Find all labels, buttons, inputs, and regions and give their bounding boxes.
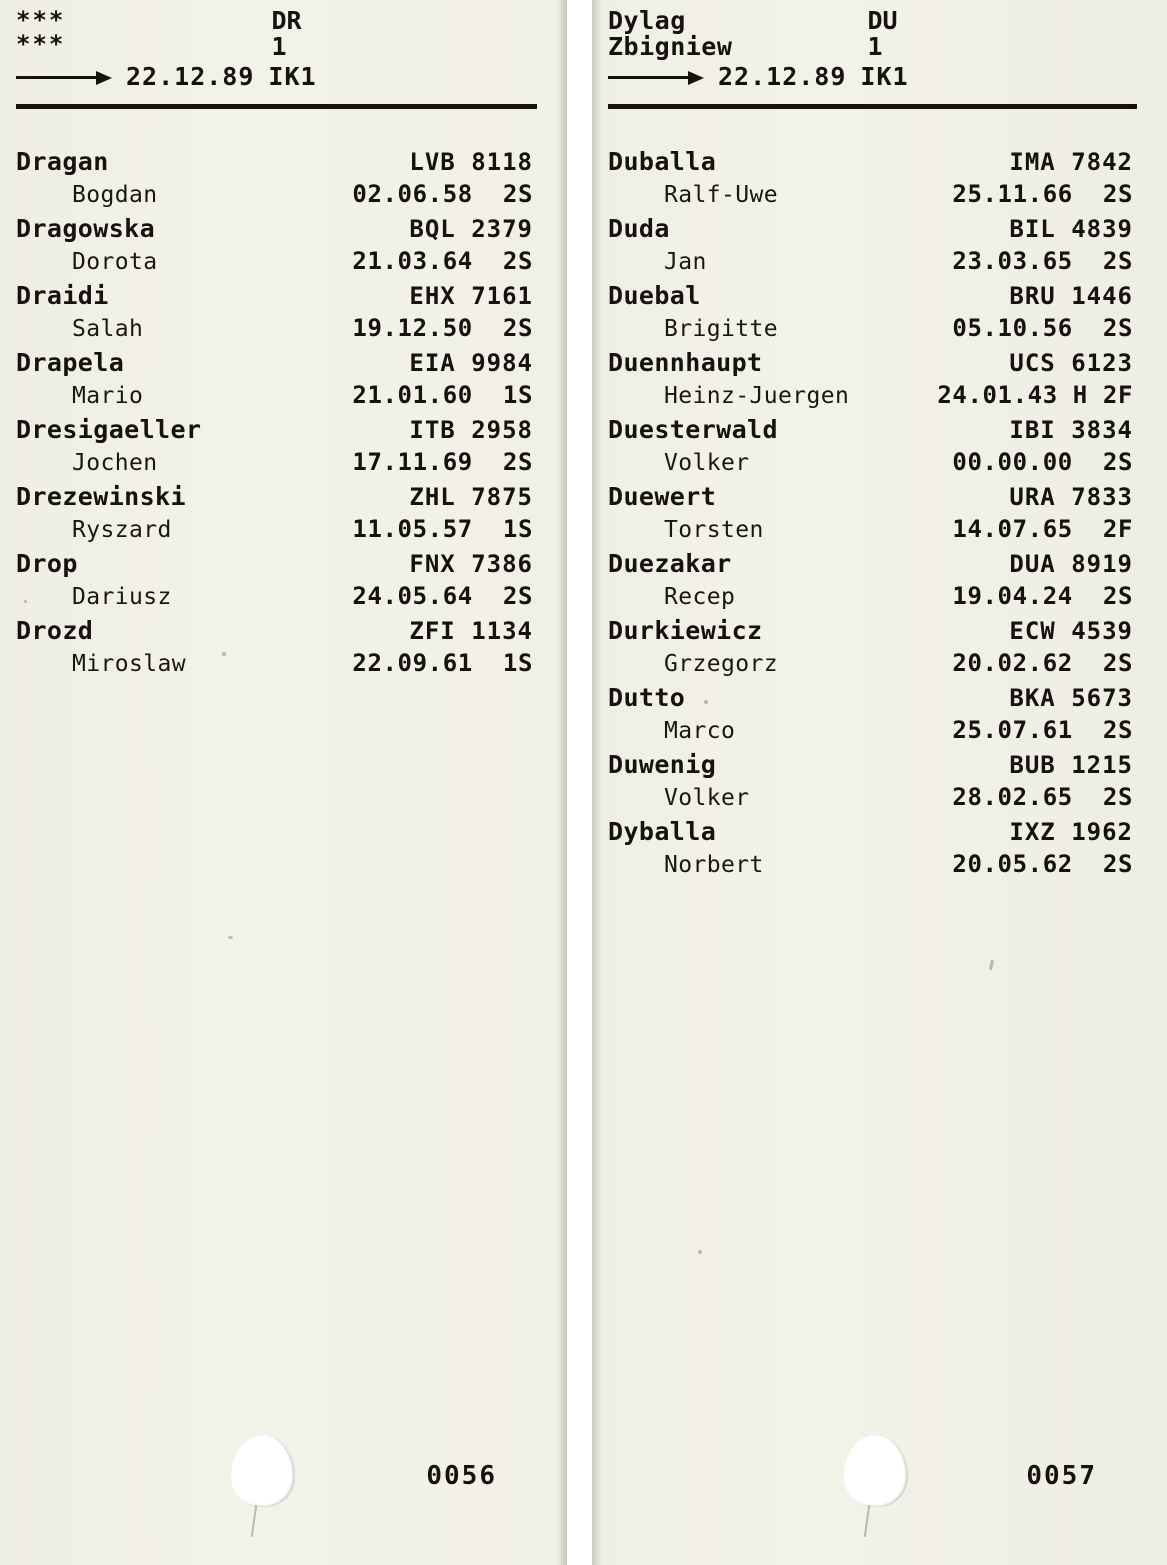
header-date: 22.12.89 [718,62,847,91]
entry-given-name: Ryszard [72,517,172,543]
list-item [592,683,1167,746]
paper-speck [24,600,27,603]
entry-detail: 24.01.43 H 2F [937,381,1133,409]
entry-surname: Drapela [16,348,125,377]
entry-code: IXZ 1962 [1009,818,1133,846]
entry-code: IMA 7842 [1009,148,1133,176]
page-gap [567,0,592,1565]
entry-code: EIA 9984 [409,349,533,377]
entry-given-name: Torsten [664,517,764,543]
entry-surname: Duebal [608,281,701,310]
header-reference: IK1 [268,62,317,91]
entry-given-name: Miroslaw [72,651,186,677]
header-section-number: 1 [271,32,287,61]
list-item [592,750,1167,813]
entry-list-right [592,109,1167,880]
entry-detail: 21.01.60 1S [352,381,533,409]
entry-surname: Durkiewicz [608,616,763,645]
header-left-block [16,8,251,56]
entry-code: BRU 1446 [1009,282,1133,310]
entry-detail: 05.10.56 2S [952,314,1133,342]
entry-surname: Duezakar [608,549,732,578]
entry-detail: 22.09.61 1S [352,649,533,677]
entry-given-name: Salah [72,316,144,342]
entry-detail: 19.04.24 2S [952,582,1133,610]
entry-code: EHX 7161 [409,282,533,310]
header-center-block [847,8,897,60]
entry-given-name: Recep [664,584,736,610]
list-item [0,281,567,344]
entry-surname: Duwenig [608,750,717,779]
entry-given-name: Mario [72,383,144,409]
entry-surname: Draidi [16,281,109,310]
entry-code: IBI 3834 [1009,416,1133,444]
header-section-code: DR [271,6,302,35]
header-section-number: 1 [867,32,883,61]
entry-detail: 00.00.00 2S [952,448,1133,476]
entry-detail: 11.05.57 1S [352,515,533,543]
entry-code: LVB 8118 [409,148,533,176]
list-item [0,147,567,210]
entry-given-name: Volker [664,785,750,811]
entry-given-name: Grzegorz [664,651,778,677]
page-footer-left [0,1461,567,1491]
entry-given-name: Brigitte [664,316,778,342]
entry-surname: Dragan [16,147,109,176]
entry-given-name: Jan [664,249,707,275]
entry-given-name: Ralf-Uwe [664,182,778,208]
list-item [592,147,1167,210]
entry-detail: 23.03.65 2S [952,247,1133,275]
entry-detail: 24.05.64 2S [352,582,533,610]
header-left-line2: *** [16,30,66,58]
header-arrow-row [608,62,1137,91]
paper-speck [989,960,994,970]
list-item [0,482,567,545]
entry-list-left [0,109,567,679]
list-item [0,415,567,478]
header-date: 22.12.89 [126,62,255,91]
document-page-left [0,0,567,1565]
header-left-line2: Zbigniew [608,32,733,61]
entry-detail: 21.03.64 2S [352,247,533,275]
entry-code: DUA 8919 [1009,550,1133,578]
entry-given-name: Marco [664,718,736,744]
entry-detail: 28.02.65 2S [952,783,1133,811]
header-reference: IK1 [860,62,909,91]
entry-given-name: Heinz-Juergen [664,383,850,409]
header-left-line1: Dylag [608,6,686,35]
entry-detail: 20.05.62 2S [952,850,1133,878]
right-arrow-icon [16,70,112,84]
document-page-right [592,0,1167,1565]
header-left-block [608,8,847,60]
list-item [592,214,1167,277]
entry-code: BUB 1215 [1009,751,1133,779]
entry-given-name: Dorota [72,249,158,275]
entry-code: URA 7833 [1009,483,1133,511]
entry-detail: 17.11.69 2S [352,448,533,476]
entry-code: ZHL 7875 [409,483,533,511]
list-item [0,348,567,411]
entry-surname: Duesterwald [608,415,778,444]
entry-given-name: Bogdan [72,182,158,208]
entry-detail: 19.12.50 2S [352,314,533,342]
entry-surname: Duennhaupt [608,348,763,377]
entry-surname: Dresigaeller [16,415,202,444]
header-section-code: DU [867,6,898,35]
page-number: 0057 [1026,1461,1097,1491]
entry-surname: Dutto [608,683,686,712]
paper-speck [222,652,226,656]
entry-given-name: Dariusz [72,584,172,610]
paper-speck [228,936,233,939]
entry-surname: Duda [608,214,670,243]
page-footer-right [592,1461,1167,1491]
header-center-block [251,8,301,60]
entry-given-name: Volker [664,450,750,476]
entry-detail: 02.06.58 2S [352,180,533,208]
entry-code: UCS 6123 [1009,349,1133,377]
list-item [592,817,1167,880]
entry-surname: Drezewinski [16,482,186,511]
entry-code: FNX 7386 [409,550,533,578]
list-item [0,549,567,612]
list-item [592,482,1167,545]
entry-surname: Duewert [608,482,717,511]
list-item [0,214,567,277]
list-item [0,616,567,679]
entry-code: BKA 5673 [1009,684,1133,712]
entry-detail: 14.07.65 2F [952,515,1133,543]
entry-detail: 25.07.61 2S [952,716,1133,744]
entry-given-name: Jochen [72,450,158,476]
entry-surname: Drop [16,549,78,578]
entry-code: ECW 4539 [1009,617,1133,645]
entry-surname: Duballa [608,147,717,176]
list-item [592,616,1167,679]
entry-code: BQL 2379 [409,215,533,243]
entry-given-name: Norbert [664,852,764,878]
list-item [592,415,1167,478]
page-header-left [0,0,567,100]
paper-speck [704,700,708,704]
entry-surname: Dyballa [608,817,717,846]
entry-detail: 20.02.62 2S [952,649,1133,677]
entry-surname: Drozd [16,616,94,645]
list-item [592,348,1167,411]
header-arrow-row [16,62,537,91]
entry-code: ITB 2958 [409,416,533,444]
entry-detail: 25.11.66 2S [952,180,1133,208]
header-left-line1: *** [16,6,66,34]
paper-speck [698,1250,702,1254]
right-arrow-icon [608,70,704,84]
page-number: 0056 [426,1461,497,1491]
page-header-right [592,0,1167,100]
entry-code: ZFI 1134 [409,617,533,645]
list-item [592,549,1167,612]
entry-code: BIL 4839 [1009,215,1133,243]
entry-surname: Dragowska [16,214,156,243]
list-item [592,281,1167,344]
